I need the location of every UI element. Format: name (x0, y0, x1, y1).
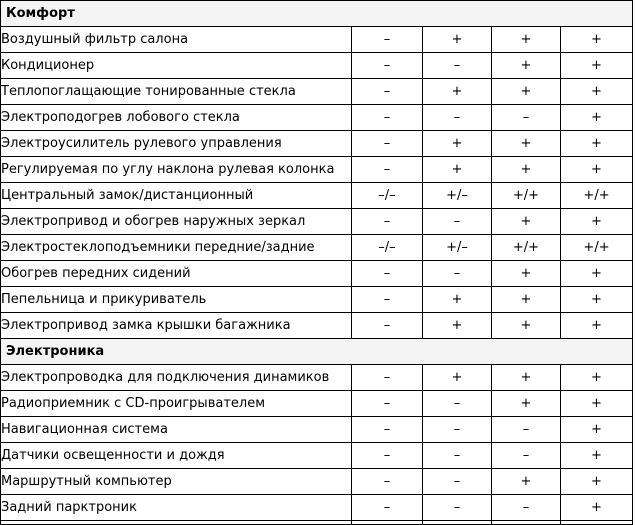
table-row (1, 131, 633, 157)
trim-level-4-value: +/+ (561, 235, 633, 261)
trim-level-4-value: + (561, 391, 633, 417)
trim-level-1-value: – (352, 313, 423, 339)
clipped-cell (561, 521, 633, 525)
trim-level-3-value: + (492, 287, 561, 313)
trim-level-2-value: – (423, 495, 492, 521)
trim-level-1-value: – (352, 443, 423, 469)
trim-level-3-value: + (492, 365, 561, 391)
table-row (1, 391, 633, 417)
feature-name: Электропривод замка крышки багажника (1, 313, 352, 339)
trim-level-1-value: –/– (352, 183, 423, 209)
feature-name: Электроусилитель рулевого управления (1, 131, 352, 157)
trim-level-3-value: – (492, 495, 561, 521)
trim-level-2-value: + (423, 27, 492, 53)
table-row (1, 157, 633, 183)
feature-name: Электропривод и обогрев наружных зеркал (1, 209, 352, 235)
trim-level-1-value: – (352, 157, 423, 183)
trim-level-2-value: + (423, 287, 492, 313)
feature-name: Задний парктроник (1, 495, 352, 521)
table-row (1, 365, 633, 391)
trim-level-1-value: – (352, 79, 423, 105)
feature-name: Электропроводка для подключения динамиков (1, 365, 352, 391)
trim-level-4-value: + (561, 313, 633, 339)
table-row (1, 235, 633, 261)
table-row (1, 313, 633, 339)
trim-level-2-value: – (423, 209, 492, 235)
clipped-row (1, 521, 633, 525)
feature-name: Кондиционер (1, 53, 352, 79)
trim-level-4-value: + (561, 469, 633, 495)
trim-level-2-value: – (423, 261, 492, 287)
trim-level-2-value: + (423, 131, 492, 157)
feature-name: Теплопоглащающие тонированные стекла (1, 79, 352, 105)
trim-level-2-value: – (423, 417, 492, 443)
trim-level-4-value: + (561, 53, 633, 79)
trim-level-2-value: + (423, 365, 492, 391)
table-row (1, 469, 633, 495)
trim-level-2-value: +/– (423, 235, 492, 261)
trim-level-1-value: – (352, 495, 423, 521)
trim-level-2-value: – (423, 105, 492, 131)
clipped-cell (423, 521, 492, 525)
trim-level-2-value: – (423, 53, 492, 79)
trim-level-4-value: + (561, 495, 633, 521)
table-row (1, 53, 633, 79)
table-row (1, 261, 633, 287)
section-header-row (1, 339, 633, 365)
trim-level-2-value: + (423, 157, 492, 183)
section-title: Электроника (1, 339, 633, 365)
table-row (1, 79, 633, 105)
trim-level-2-value: – (423, 443, 492, 469)
trim-level-1-value: – (352, 365, 423, 391)
table-row (1, 443, 633, 469)
trim-level-2-value: + (423, 79, 492, 105)
table-row (1, 183, 633, 209)
trim-level-4-value: + (561, 131, 633, 157)
trim-level-1-value: – (352, 469, 423, 495)
trim-level-4-value: + (561, 157, 633, 183)
equipment-table-body (1, 1, 633, 525)
feature-name: Маршрутный компьютер (1, 469, 352, 495)
trim-level-4-value: + (561, 417, 633, 443)
trim-level-1-value: – (352, 391, 423, 417)
trim-level-4-value: +/+ (561, 183, 633, 209)
trim-level-3-value: – (492, 417, 561, 443)
trim-level-1-value: – (352, 27, 423, 53)
trim-level-1-value: – (352, 287, 423, 313)
trim-level-3-value: + (492, 79, 561, 105)
table-row (1, 27, 633, 53)
clipped-cell (492, 521, 561, 525)
trim-level-4-value: + (561, 287, 633, 313)
table-row (1, 495, 633, 521)
feature-name: Воздушный фильтр салона (1, 27, 352, 53)
trim-level-1-value: – (352, 105, 423, 131)
table-row (1, 105, 633, 131)
trim-level-3-value: +/+ (492, 235, 561, 261)
trim-level-2-value: +/– (423, 183, 492, 209)
trim-level-1-value: – (352, 417, 423, 443)
trim-level-4-value: + (561, 105, 633, 131)
feature-name: Центральный замок/дистанционный (1, 183, 352, 209)
table-row (1, 209, 633, 235)
trim-level-3-value: + (492, 53, 561, 79)
trim-level-3-value: – (492, 443, 561, 469)
trim-level-3-value: + (492, 209, 561, 235)
trim-level-1-value: – (352, 261, 423, 287)
trim-level-4-value: + (561, 261, 633, 287)
clipped-cell (1, 521, 352, 525)
trim-level-4-value: + (561, 365, 633, 391)
trim-level-3-value: + (492, 157, 561, 183)
feature-name: Электростеклоподъемники передние/задние (1, 235, 352, 261)
feature-name: Пепельница и прикуриватель (1, 287, 352, 313)
trim-level-2-value: + (423, 313, 492, 339)
section-header-row (1, 1, 633, 27)
trim-level-3-value: + (492, 261, 561, 287)
clipped-cell (352, 521, 423, 525)
table-row (1, 417, 633, 443)
trim-level-4-value: + (561, 79, 633, 105)
trim-level-4-value: + (561, 209, 633, 235)
trim-level-3-value: + (492, 131, 561, 157)
feature-name: Датчики освещенности и дождя (1, 443, 352, 469)
trim-level-1-value: – (352, 131, 423, 157)
table-row (1, 287, 633, 313)
feature-name: Регулируемая по углу наклона рулевая колонка (1, 157, 352, 183)
section-title: Комфорт (1, 1, 633, 27)
trim-level-3-value: + (492, 391, 561, 417)
trim-level-3-value: + (492, 469, 561, 495)
trim-level-4-value: + (561, 27, 633, 53)
feature-name: Электроподогрев лобового стекла (1, 105, 352, 131)
trim-level-1-value: – (352, 209, 423, 235)
trim-level-3-value: + (492, 27, 561, 53)
feature-name: Обогрев передних сидений (1, 261, 352, 287)
trim-level-3-value: +/+ (492, 183, 561, 209)
trim-level-1-value: –/– (352, 235, 423, 261)
trim-level-1-value: – (352, 53, 423, 79)
trim-level-2-value: – (423, 391, 492, 417)
trim-level-2-value: – (423, 469, 492, 495)
feature-name: Радиоприемник с CD-проигрывателем (1, 391, 352, 417)
trim-level-4-value: + (561, 443, 633, 469)
trim-level-3-value: – (492, 105, 561, 131)
trim-level-3-value: + (492, 313, 561, 339)
feature-name: Навигационная система (1, 417, 352, 443)
